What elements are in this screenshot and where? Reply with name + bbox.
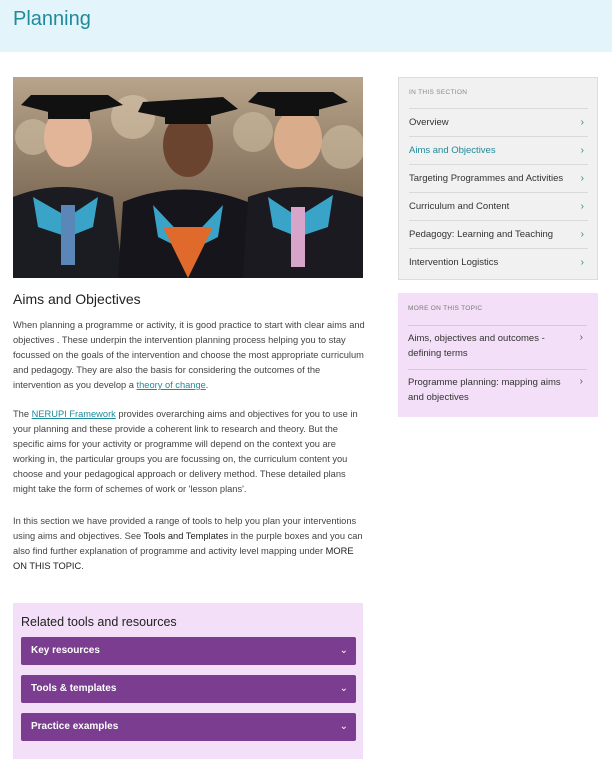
chevron-down-icon: ⌄ (339, 645, 348, 656)
intro-paragraph (13, 318, 365, 393)
related-resources-title: Related tools and resources (21, 615, 177, 629)
chevron-right-icon: › (579, 332, 583, 343)
section-title: Aims and Objectives (13, 291, 141, 307)
framework-text: provides overarching aims and objectives for you to use in your planning and these provide a coherent link to research and theory. But the specific aims for your activity or programme will depend on the context you are working in, the particular groups you are focussing on, the curriculum content you choose and your pedagogical approach or delivery method. These detailed plans might take the form of schemes of work or 'lesson plans'. (13, 409, 358, 494)
tools-mid: in the purple boxes and you can also find further explanation of programme and activity level mapping under (13, 531, 363, 556)
intro-end: . (205, 380, 209, 390)
graduates-photo (13, 77, 363, 278)
chevron-right-icon: › (580, 145, 584, 156)
nav-item-label: Pedagogy: Learning and Teaching (409, 229, 554, 240)
tools-end: . (81, 561, 84, 571)
more-on-this-topic-panel (398, 293, 598, 417)
nav-item-targeting[interactable] (409, 164, 588, 192)
nav-item-logistics[interactable] (409, 248, 588, 276)
more-item-label: Programme planning: mapping aims and objectives (408, 377, 561, 403)
tools-templates-accordion[interactable] (21, 675, 356, 703)
more-on-topic-emphasis: MORE ON THIS TOPIC (13, 546, 354, 571)
tools-templates-label: Tools & templates (31, 683, 117, 694)
chevron-right-icon: › (580, 117, 584, 128)
chevron-right-icon: › (580, 173, 584, 184)
nav-item-aims-objectives[interactable] (409, 136, 588, 164)
more-item-label: Aims, objectives and outcomes - defining terms (408, 333, 545, 359)
chevron-right-icon: › (580, 201, 584, 212)
tools-paragraph (13, 514, 365, 574)
nerupi-framework-link[interactable]: NERUPI Framework (31, 409, 116, 419)
chevron-down-icon: ⌄ (339, 721, 348, 732)
chevron-right-icon: › (579, 376, 583, 387)
nav-item-label: Targeting Programmes and Activities (409, 173, 564, 184)
tools-templates-emphasis: Tools and Templates (143, 531, 229, 541)
nav-item-label: Overview (409, 117, 449, 128)
theory-of-change-link[interactable]: theory of change (136, 380, 206, 390)
framework-pre: The (13, 409, 32, 419)
tools-pre: In this section we have provided a range of tools to help you plan your interventions using aims and objectives. See (13, 516, 357, 541)
nav-item-overview[interactable] (409, 108, 588, 136)
chevron-right-icon: › (580, 257, 584, 268)
nav-item-label: Aims and Objectives (409, 145, 496, 156)
nav-item-curriculum[interactable] (409, 192, 588, 220)
in-this-section-heading: IN THIS SECTION (409, 89, 468, 96)
in-this-section-nav (398, 77, 598, 280)
chevron-right-icon: › (580, 229, 584, 240)
more-on-this-topic-heading: MORE ON THIS TOPIC (408, 305, 483, 312)
key-resources-label: Key resources (31, 645, 100, 656)
graduates-photo-image (13, 77, 363, 278)
chevron-down-icon: ⌄ (339, 683, 348, 694)
more-item-programme-planning[interactable] (408, 369, 587, 413)
page-title: Planning (13, 8, 91, 30)
nav-item-label: Curriculum and Content (409, 201, 510, 212)
nav-item-pedagogy[interactable] (409, 220, 588, 248)
intro-text: When planning a programme or activity, it is good practice to start with clear aims and objectives . These underpin the intervention planning process helping you to stay focussed on the goals of the intervention and choose the most appropriate curriculum and pedagogy. They are also the basis for considering the outcomes of the intervention as you develop a (13, 320, 365, 390)
more-item-defining-terms[interactable] (408, 325, 587, 369)
nav-item-label: Intervention Logistics (409, 257, 499, 268)
framework-paragraph (13, 407, 365, 497)
key-resources-accordion[interactable] (21, 637, 356, 665)
page-header (0, 0, 612, 52)
practice-examples-accordion[interactable] (21, 713, 356, 741)
practice-examples-label: Practice examples (31, 721, 119, 732)
related-resources-panel (13, 603, 363, 759)
